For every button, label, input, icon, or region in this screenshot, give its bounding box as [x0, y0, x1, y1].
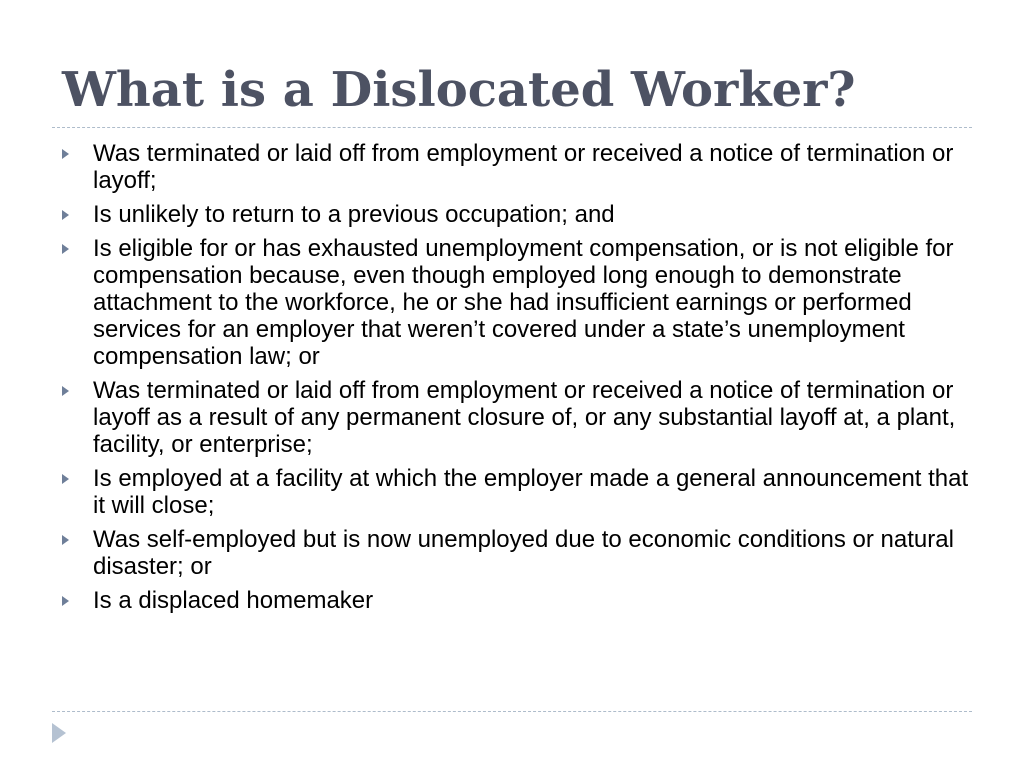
bullet-item: [62, 587, 972, 614]
bullet-item: [62, 140, 972, 194]
triangle-bullet-icon: [62, 535, 69, 545]
triangle-bullet-icon: [62, 149, 69, 159]
bullet-item: [62, 465, 972, 519]
bullet-text: Is eligible for or has exhausted unemployment compensation, or is not eligible for compensation because, even though employed long enough to demonstrate attachment to the workforce, he or she had insufficient earnings or performed services for an employer that weren’t covered under a state’s unemployment compensation law; or: [93, 235, 954, 370]
triangle-bullet-icon: [62, 210, 69, 220]
bullet-list: [62, 140, 972, 621]
slide-title: What is a Dislocated Worker?: [62, 62, 856, 118]
bullet-item: [62, 377, 972, 458]
bullet-text: Is unlikely to return to a previous occupation; and: [93, 201, 615, 228]
triangle-bullet-icon: [62, 244, 69, 254]
footer-divider: [52, 711, 972, 712]
next-slide-arrow-icon[interactable]: [52, 723, 66, 743]
bullet-text: Was terminated or laid off from employment or received a notice of termination or layoff;: [93, 140, 954, 194]
bullet-text: Is employed at a facility at which the employer made a general announcement that it will close;: [93, 465, 969, 519]
bullet-item: [62, 526, 972, 580]
title-divider: [52, 127, 972, 128]
triangle-bullet-icon: [62, 386, 69, 396]
bullet-text: Was terminated or laid off from employment or received a notice of termination or layoff as a result of any permanent closure of, or any substantial layoff at, a plant, facility, or enterprise;: [93, 377, 956, 458]
triangle-bullet-icon: [62, 474, 69, 484]
bullet-item: [62, 235, 972, 370]
bullet-text: Is a displaced homemaker: [93, 587, 374, 614]
bullet-text: Was self-employed but is now unemployed due to economic conditions or natural disaster; or: [93, 526, 954, 580]
bullet-item: [62, 201, 972, 228]
triangle-bullet-icon: [62, 596, 69, 606]
